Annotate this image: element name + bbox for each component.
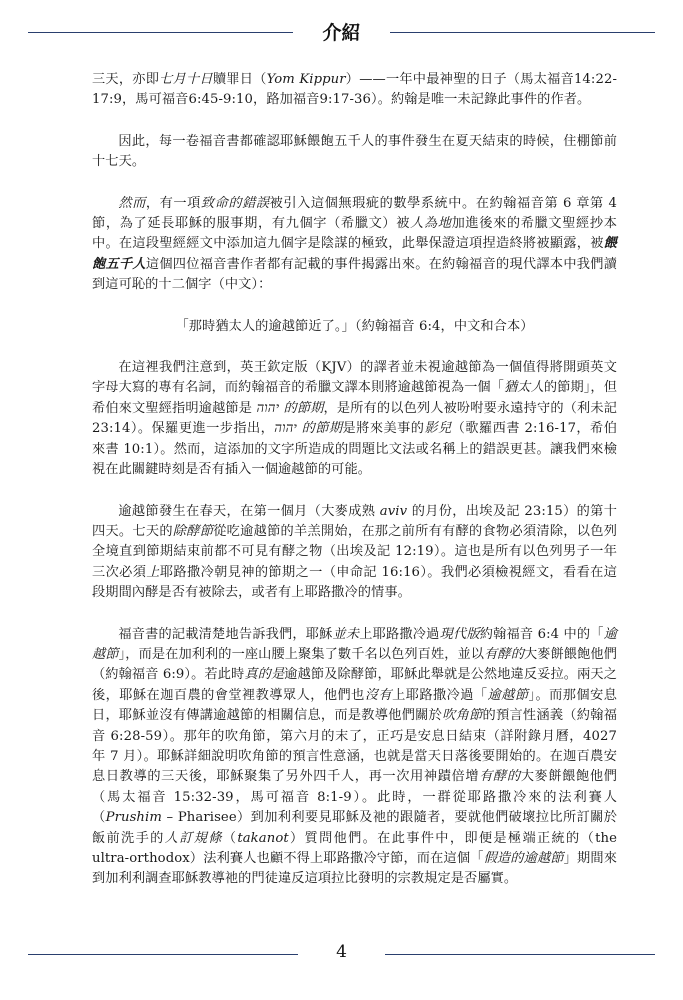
emphasized-text: 逾越節 [92,626,617,662]
header-rule-left [28,32,293,33]
page-footer [0,940,683,970]
emphasized-text: 現代版 [439,626,480,642]
page-number: 4 [336,942,347,962]
text-run: 從吃逾越節的羊羔開始，在那之前所有有酵的食物必須清除，以色列全境直到節期結束前都不可見有酵之物（出埃及記 12:19）。這也是所有以色列男子一年三次必須 [92,523,617,580]
emphasized-text: aviv [379,503,408,519]
emphasized-text: 逾越節 [487,687,529,703]
emphasized-text: Prushim [105,810,162,826]
emphasized-text: 有酵的 [479,769,521,785]
emphasized-text: 致命的錯誤 [200,195,270,211]
text-run: 福音書的記載清楚地告訴我們，耶穌 [118,626,333,642]
text-run: 的預言性涵義（約翰福音 6:28-59）。那年的吹角節，第六月的末了，正巧是安息日結束（詳附錄月曆，4027 年 7 月）。耶穌詳細說明吹角節的預言性意涵，也就是當天日落後要開始的。在迦百農安息日教導的三天後，耶穌聚集了另外四千人，再一次用神蹟倍增 [92,708,617,785]
text-run: （ [222,830,238,846]
text-run: 大麥餅餵飽他們（馬太福音 15:32-39，馬可福音 8:1-9）。此時，一群從耶路撒冷來的法利賽人（ [92,769,617,826]
text-run: 」。而那個安息日，耶穌並沒有傳講逾越節的相關信息，而是教導他們關於 [92,687,617,724]
text-run: 上耶路撒冷過 [359,626,440,642]
emphasized-text: 有酵的 [484,646,524,662]
paragraph [92,625,617,890]
text-run: 逾越節發生在春天，在第一個月（大麥成熟 [118,503,380,519]
emphasized-text: יהוה 的節期 [256,400,324,416]
text-run: 約翰福音 6:4 中的「 [479,626,604,642]
footer-rule-left [28,954,298,955]
emphasized-text: 假造的逾越節 [483,851,564,866]
text-run: 上耶路撒冷過「 [392,687,488,703]
text-run: 的節期」，但希伯來文聖經指明逾越節是 [92,380,617,416]
header-rule-right [390,32,655,33]
emphasized-text: 影兒 [424,421,452,437]
emphasized-text: 沒有 [364,687,393,703]
emphasized-text: 人訂規條 [164,830,223,846]
emphasized-text: יהוה 的節期 [274,421,343,437]
paragraph [92,502,617,604]
emphasized-text: 除酵節 [172,523,214,539]
emphasized-text: 上 [146,564,160,580]
text-run: 在這裡我們注意到，英王欽定版（KJV）的譯者並未視逾越節為一個值得將開頭英文字母大寫的專有名詞，而約翰福音的希臘文譯本則將逾越節視為一個「 [92,360,617,396]
text-run: 大麥餅餵飽他們（約翰福音 6:9）。若此時 [92,646,618,683]
page-body [92,70,617,911]
text-run: 三天，亦即 [92,72,160,87]
emphasized-text: Yom Kippur [266,72,346,87]
text-run: ，是所有的以色列人被吩咐要永遠持守的（利未記 23:14）。保羅更進一步指出， [92,400,617,437]
emphasized-text: 猶太人 [503,380,544,396]
text-run: 「那時猶太人的逾越節近了。」（約翰福音 6:4，中文和合本） [175,318,534,334]
text-run: 這個四位福音書作者都有記載的事件揭露出來。在約翰福音的現代譯本中我們讀到這可恥的十二個字（中文）： [92,256,618,293]
chapter-title: 介紹 [322,22,361,44]
paragraph [92,132,617,173]
text-run: 逾越節及除酵節，耶穌此舉就是公然地違反妥拉。兩天之後，耶穌在迦百農的會堂裡教導眾人，他們也 [92,667,618,703]
text-run: （歌羅西書 2:16-17，希伯來書 10:1）。然而，這添加的文字所造成的問題比文法或名稱上的錯誤更甚。讓我們來檢視在此關鍵時刻是否有插入一個逾越節的可能。 [92,421,617,478]
text-run: 因此，每一卷福音書都確認耶穌餵飽五千人的事件發生在夏天結束的時候，住棚節前十七天。 [92,133,617,170]
scripture-quote [92,317,617,337]
paragraph [92,194,617,296]
text-run: ）——一年中最神聖的日子（馬太福音14:22-17:9，馬可福音6:45-9:10，路加福音9:17-36）。約翰是唯一未記錄此事件的作者。 [92,72,618,108]
text-run: 加進後來的希臘文聖經抄本中。在這段聖經經文中添加這九個字是陰謀的極致，此舉保證這項捏造終將被顯露，被 [92,216,617,252]
emphasized-text: 七月十日 [159,72,213,87]
paragraph [92,70,617,111]
text-run: ，有一項 [145,195,201,211]
emphasized-text: takanot [237,830,289,846]
emphasized-text: 吹角節 [442,708,483,724]
text-run: – Pharisee）到加利利要見耶穌及祂的跟隨者，要就他們破壞拉比所訂關於飯前洗手的 [92,810,617,846]
text-run: 贖罪日（ [212,72,267,87]
text-run: 」期間來到加利利調查耶穌教導祂的門徒違反這項拉比發明的宗教規定是否屬實。 [92,851,617,887]
emphasized-text: 並未 [332,626,360,642]
page-header [0,12,683,52]
text-run: ）質問他們。在此事件中，即便是極端正統的（the ultra-orthodox）法利賽人也顧不得上耶路撒冷守節，而在這個「 [92,830,618,866]
emphasized-text: 真的是 [244,667,285,683]
text-run: 耶路撒冷朝見神的節期之一（申命記 16:16）。我們必須檢視經文，看看在這段期間內酵是否有被除去，或者有上耶路撒冷的情事。 [92,564,617,601]
emphasized-text: 餵飽五千人 [92,236,617,272]
text-run: 被引入這個無瑕疵的數學系統中。在約翰福音第 6 章第 4 節，為了延長耶穌的服事期，有九個字（希臘文）被 [92,195,617,232]
text-run: 的月份，出埃及記 23:15）的第十四天。七天的 [92,503,617,539]
emphasized-text: 然而 [118,195,146,211]
text-run: 」，而是在加利利的一座山腰上聚集了數千名以色列百姓，並以 [118,646,485,662]
text-run: 是將來美事的 [342,421,425,437]
footer-rule-right [385,954,655,955]
paragraph [92,358,617,480]
emphasized-text: 人為地 [410,216,452,232]
